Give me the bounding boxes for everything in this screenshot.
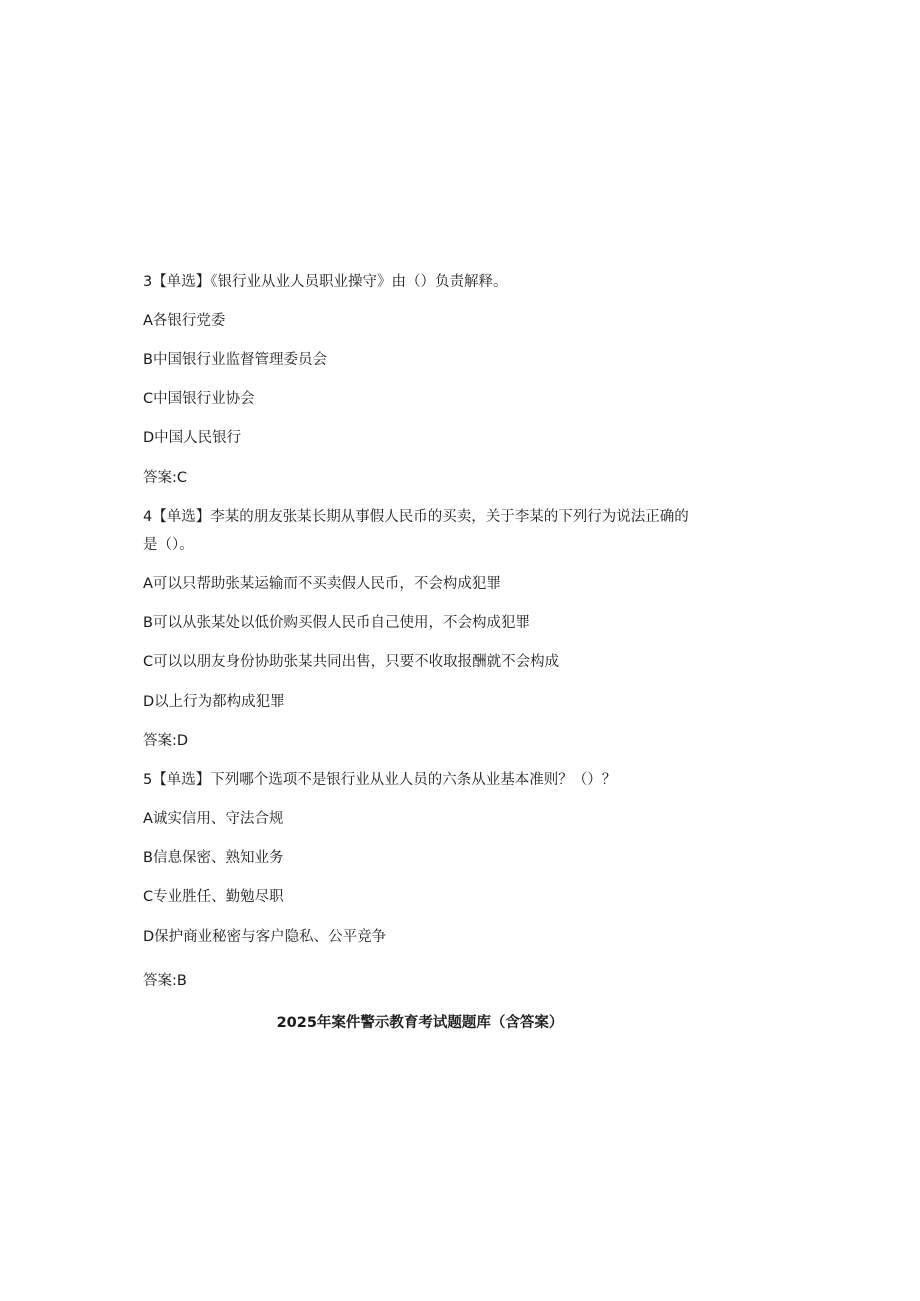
question-4-option-b: B可以从张某处以低价购买假人民币自己使用，不会构成犯罪 <box>143 615 530 631</box>
question-5-option-b: B信息保密、熟知业务 <box>143 850 284 866</box>
question-5-stem: 5【单选】下列哪个选项不是银行业从业人员的六条从业基本准则？（）？ <box>143 772 617 788</box>
question-4-answer: 答案:D <box>143 733 189 749</box>
question-5-answer: 答案:B <box>143 973 187 989</box>
question-3-option-b: B中国银行业监督管理委员会 <box>143 352 327 368</box>
question-3-option-c: C中国银行业协会 <box>143 391 255 407</box>
document-title: 2025年案件警示教育考试题题库（含答案） <box>276 1015 564 1031</box>
question-4-option-c: C可以以朋友身份协助张某共同出售，只要不收取报酬就不会构成 <box>143 654 560 670</box>
question-3-stem: 3【单选】《银行业从业人员职业操守》由（）负责解释。 <box>143 274 508 290</box>
question-3-option-d: D中国人民银行 <box>143 430 242 446</box>
question-5-option-c: C专业胜任、勤勉尽职 <box>143 889 284 905</box>
question-4-option-a: A可以只帮助张某运输而不买卖假人民币，不会构成犯罪 <box>143 576 501 592</box>
question-3-answer: 答案:C <box>143 470 188 486</box>
question-3-option-a: A各银行党委 <box>143 313 226 329</box>
question-4-stem-line-1: 4【单选】李某的朋友张某长期从事假人民币的买卖，关于李某的下列行为说法正确的 <box>143 509 689 525</box>
question-4-option-d: D以上行为都构成犯罪 <box>143 694 285 710</box>
question-5-option-a: A诚实信用、守法合规 <box>143 811 284 827</box>
question-4-stem-line-2: 是（）。 <box>143 537 194 553</box>
question-5-option-d: D保护商业秘密与客户隐私、公平竞争 <box>143 929 387 945</box>
